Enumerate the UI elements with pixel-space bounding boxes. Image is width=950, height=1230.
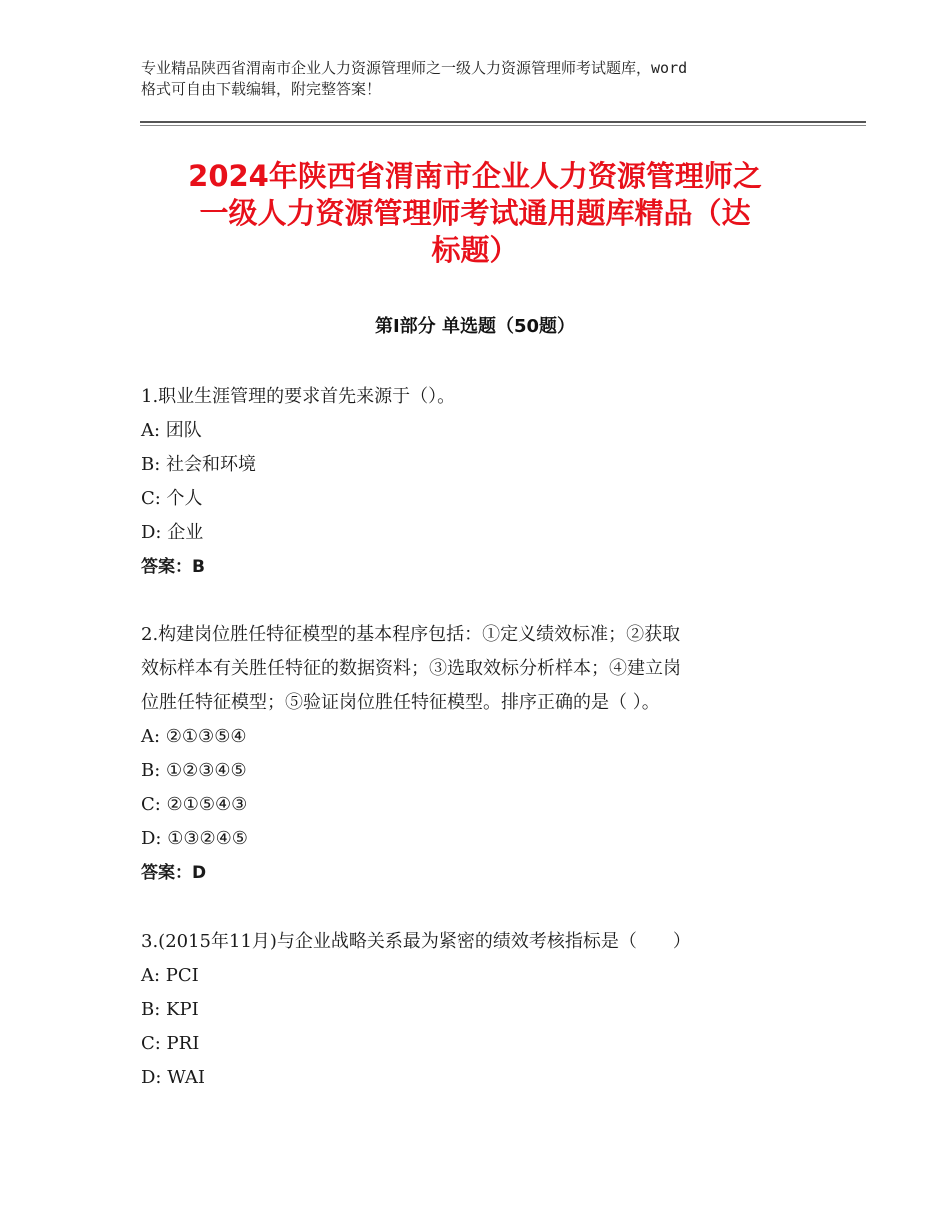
question-2-option-b: B: ①②③④⑤ xyxy=(141,760,247,781)
question-3-stem: 3.(2015年11月)与企业战略关系最为紧密的绩效考核指标是（ ） xyxy=(141,931,691,952)
header-note xyxy=(141,58,831,100)
question-2-option-c: C: ②①⑤④③ xyxy=(141,794,248,815)
question-2-option-d: D: ①③②④⑤ xyxy=(141,828,248,849)
question-1-option-b: B: 社会和环境 xyxy=(141,454,257,475)
document-title-line-3: 标题） xyxy=(431,233,519,267)
question-1-stem: 1.职业生涯管理的要求首先来源于（）。 xyxy=(141,386,456,407)
question-2-stem-line-3: 位胜任特征模型；⑤验证岗位胜任特征模型。排序正确的是（ ）。 xyxy=(141,692,660,713)
header-note-line-2: 格式可自由下载编辑，附完整答案！ xyxy=(141,80,382,98)
header-divider-thick xyxy=(140,121,866,123)
question-3-option-d: D: WAI xyxy=(141,1067,205,1088)
question-3-option-a: A: PCI xyxy=(141,965,199,986)
question-1-option-a: A: 团队 xyxy=(141,420,202,441)
question-3-option-b: B: KPI xyxy=(141,999,199,1020)
header-note-line-1: 专业精品陕西省渭南市企业人力资源管理师之一级人力资源管理师考试题库，word xyxy=(141,59,688,77)
header-divider-thin xyxy=(140,125,866,126)
question-1-option-d: D: 企业 xyxy=(141,522,204,543)
document-title xyxy=(140,158,810,269)
question-3-option-c: C: PRI xyxy=(141,1033,200,1054)
question-2-option-a: A: ②①③⑤④ xyxy=(141,726,247,747)
question-1-option-c: C: 个人 xyxy=(141,488,203,509)
question-2-stem-line-1: 2.构建岗位胜任特征模型的基本程序包括：①定义绩效标准；②获取 xyxy=(141,624,681,645)
question-2-stem-line-2: 效标样本有关胜任特征的数据资料；③选取效标分析样本；④建立岗 xyxy=(141,658,681,679)
document-title-line-2: 一级人力资源管理师考试通用题库精品（达 xyxy=(199,196,751,230)
question-1-answer: 答案：B xyxy=(141,557,205,577)
document-title-line-1: 2024年陕西省渭南市企业人力资源管理师之 xyxy=(188,159,762,193)
question-2-answer: 答案：D xyxy=(141,863,207,883)
section-heading: 第Ⅰ部分 单选题（50题） xyxy=(374,316,575,337)
